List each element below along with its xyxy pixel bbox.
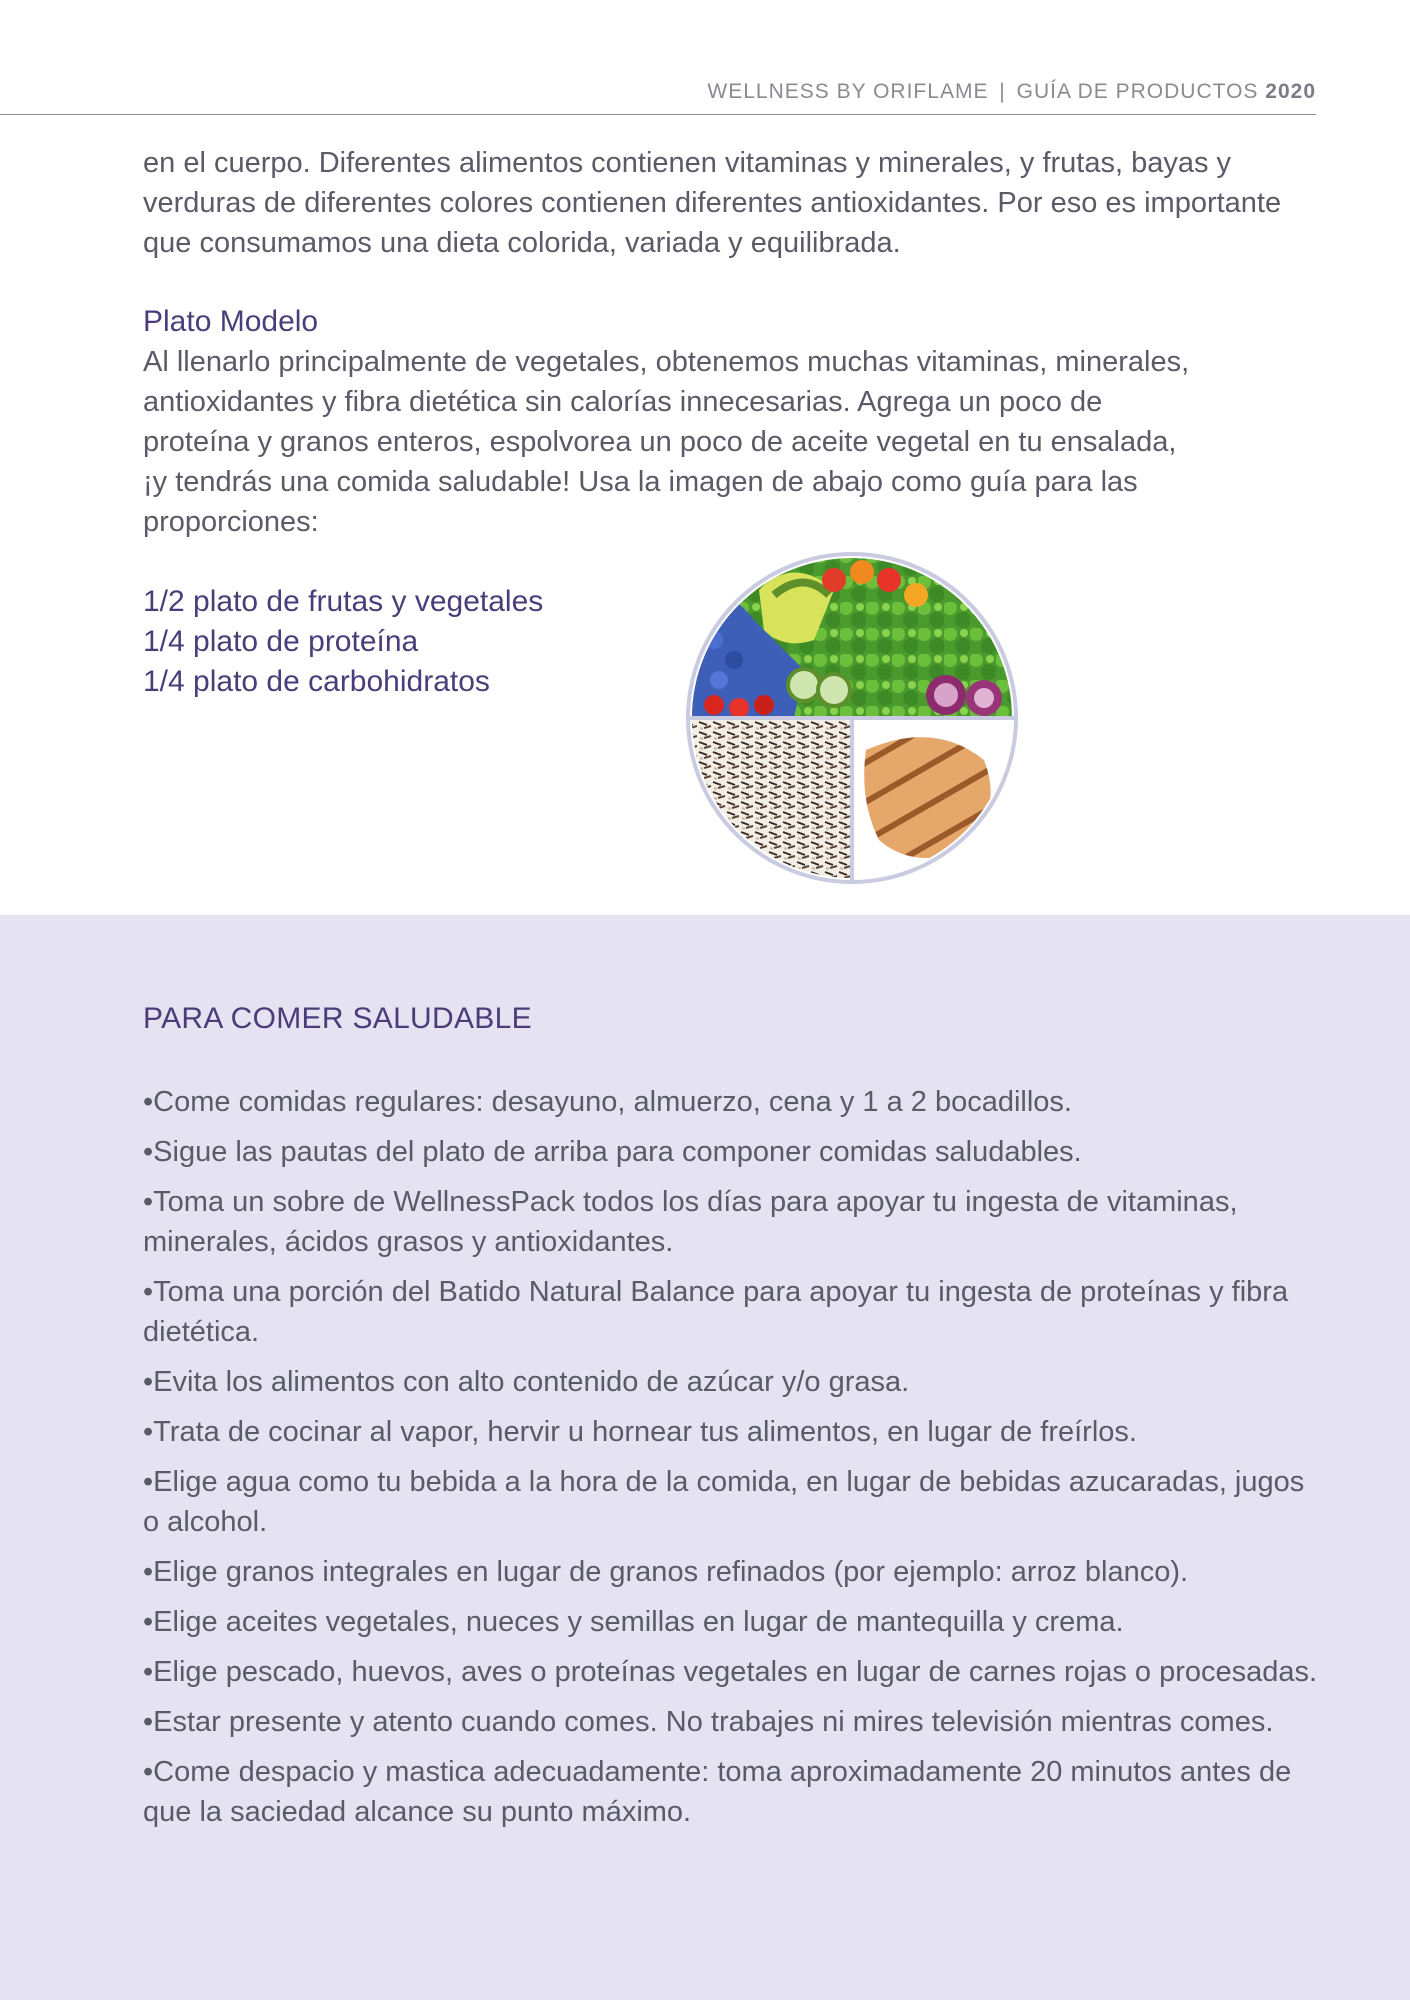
healthy-eating-tips bbox=[143, 1082, 1323, 1842]
tip-item: • Elige aceites vegetales, nueces y semillas en lugar de mantequilla y crema. bbox=[143, 1602, 1323, 1642]
tip-item: • Sigue las pautas del plato de arriba para componer comidas saludables. bbox=[143, 1132, 1323, 1172]
header-year: 2020 bbox=[1265, 80, 1316, 103]
header-separator: | bbox=[999, 80, 1006, 103]
tip-item: • Come comidas regulares: desayuno, almuerzo, cena y 1 a 2 bocadillos. bbox=[143, 1082, 1323, 1122]
plate-section-title: Plato Modelo bbox=[143, 305, 319, 338]
intro-line: en el cuerpo. Diferentes alimentos contienen vitaminas y minerales, y frutas, bayas y bbox=[143, 147, 1232, 179]
plate-line: proporciones: bbox=[143, 506, 319, 538]
plate-section-body bbox=[143, 342, 1318, 542]
healthy-eating-title: PARA COMER SALUDABLE bbox=[143, 1002, 532, 1035]
tip-item: • Elige pescado, huevos, aves o proteínas vegetales en lugar de carnes rojas o procesadas. bbox=[143, 1652, 1323, 1692]
header-brand: WELLNESS BY ORIFLAME bbox=[707, 80, 989, 103]
plate-line: Al llenarlo principalmente de vegetales, obtenemos muchas vitaminas, minerales, bbox=[143, 346, 1190, 378]
plate-line: proteína y granos enteros, espolvorea un poco de aceite vegetal en tu ensalada, bbox=[143, 426, 1177, 458]
header-text bbox=[707, 80, 1316, 104]
plate-line: ¡y tendrás una comida saludable! Usa la imagen de abajo como guía para las bbox=[143, 466, 1138, 498]
intro-line: que consumamos una dieta colorida, variada y equilibrada. bbox=[143, 227, 901, 259]
portion-item: 1/4 plato de proteína bbox=[143, 625, 419, 658]
tip-item: • Toma una porción del Batido Natural Balance para apoyar tu ingesta de proteínas y fibra dietética. bbox=[143, 1272, 1323, 1352]
tip-item: • Elige granos integrales en lugar de granos refinados (por ejemplo: arroz blanco). bbox=[143, 1552, 1323, 1592]
tip-item: • Come despacio y mastica adecuadamente: toma aproximadamente 20 minutos antes de que la saciedad alcance su punto máximo. bbox=[143, 1752, 1323, 1832]
intro-line: verduras de diferentes colores contienen diferentes antioxidantes. Por eso es importante bbox=[143, 187, 1282, 219]
tip-item: • Trata de cocinar al vapor, hervir u hornear tus alimentos, en lugar de freírlos. bbox=[143, 1412, 1323, 1452]
plate-line: antioxidantes y fibra dietética sin calorías innecesarias. Agrega un poco de bbox=[143, 386, 1103, 418]
page-header bbox=[0, 78, 1316, 115]
portion-list bbox=[143, 582, 703, 702]
tip-item: • Evita los alimentos con alto contenido de azúcar y/o grasa. bbox=[143, 1362, 1323, 1402]
tip-item: • Estar presente y atento cuando comes. No trabajes ni mires televisión mientras comes. bbox=[143, 1702, 1323, 1742]
header-guide: GUÍA DE PRODUCTOS bbox=[1016, 80, 1259, 103]
tip-item: • Toma un sobre de WellnessPack todos los días para apoyar tu ingesta de vitaminas, minerales, ácidos grasos y antioxidantes. bbox=[143, 1182, 1323, 1262]
model-plate-illustration bbox=[684, 550, 1020, 886]
portion-item: 1/4 plato de carbohidratos bbox=[143, 665, 490, 698]
portion-item: 1/2 plato de frutas y vegetales bbox=[143, 585, 544, 618]
intro-paragraph bbox=[143, 143, 1318, 263]
tip-item: • Elige agua como tu bebida a la hora de la comida, en lugar de bebidas azucaradas, jugos o alcohol. bbox=[143, 1462, 1323, 1542]
